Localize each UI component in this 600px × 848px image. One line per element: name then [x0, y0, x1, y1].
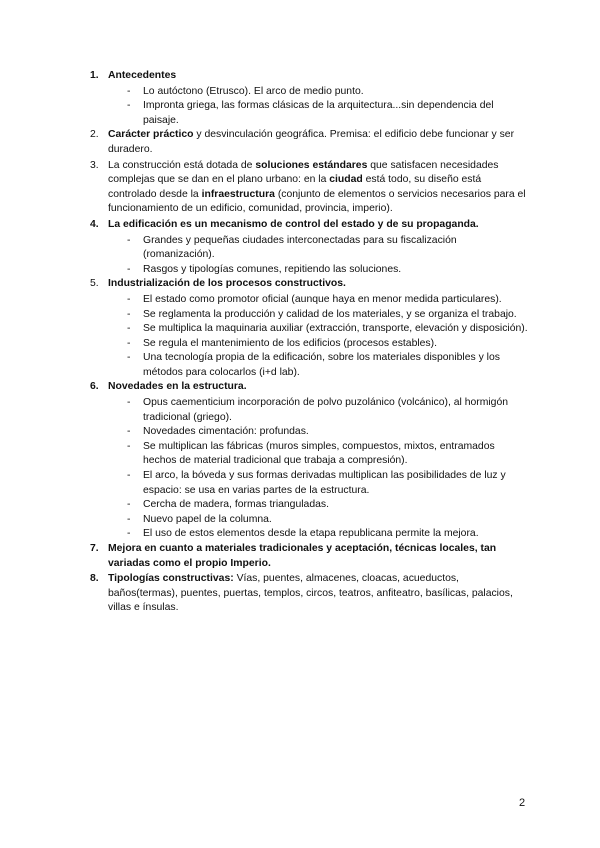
sub-list-item-text: Rasgos y tipologías comunes, repitiendo las soluciones. — [143, 263, 402, 275]
dash-bullet-icon: - — [127, 323, 131, 335]
sub-list-item-text: Opus caementicium incorporación de polvo puzolánico (volcánico), al hormigón tradicional (griego). — [143, 397, 509, 423]
sub-list-item — [90, 527, 530, 542]
sub-list-item — [90, 351, 530, 380]
sub-list-item-text: Nuevo papel de la columna. — [143, 513, 272, 525]
sub-list-item-text: Se reglamenta la producción y calidad de los materiales, y se organiza el trabajo. — [143, 308, 517, 320]
sub-list-item — [90, 293, 530, 308]
page-number: 2 — [519, 797, 526, 809]
list-item — [90, 380, 530, 395]
sub-list-item — [90, 498, 530, 513]
list-item-number: 7. — [90, 543, 99, 554]
dash-bullet-icon: - — [127, 293, 131, 305]
sub-list-item — [90, 513, 530, 528]
list-item-text: y desvinculación geográfica. Premisa: el edificio debe funcionar y ser duradero. — [108, 129, 515, 155]
dash-bullet-icon: - — [127, 100, 131, 112]
list-item-text: ciudad — [329, 174, 363, 186]
list-item — [90, 159, 530, 217]
dash-bullet-icon: - — [127, 308, 131, 320]
list-item-number: 4. — [90, 218, 99, 230]
list-item-text: soluciones estándares — [255, 159, 368, 171]
sub-list-item — [90, 469, 530, 498]
list-item-text: La construcción está dotada de — [108, 159, 256, 171]
list-item-text: (conjunto de elementos o servicios necesarios para el funcionamiento de un edificio, comunidad, provincia, imperio). — [108, 188, 526, 215]
sub-list-item — [90, 263, 530, 278]
sub-list-item-text: Lo autóctono (Etrusco). El arco de medio punto. — [143, 85, 364, 97]
list-item-number: 5. — [90, 278, 99, 290]
list-item — [90, 542, 530, 571]
list-item — [90, 218, 530, 233]
sub-list-item — [90, 234, 530, 263]
sub-list-item-text: El estado como promotor oficial (aunque haya en menor medida particulares). — [143, 293, 502, 305]
list-item-text: Vías, puentes, almacenes, cloacas, acueductos, baños(termas), puentes, puertas, templos, circos, teatros, anfiteatro, basílicas, palacios, villas e ínsulas. — [108, 573, 513, 614]
list-item-text: Mejora en cuanto a materiales tradicionales y aceptación, técnicas locales, tan variadas como el propio Imperio. — [108, 543, 497, 569]
outline-list — [90, 69, 530, 617]
dash-bullet-icon: - — [127, 85, 131, 97]
list-item-text: infraestructura — [201, 188, 275, 200]
dash-bullet-icon: - — [127, 426, 131, 438]
list-item-text: Industrialización de los procesos constructivos. — [108, 278, 346, 290]
sub-list-item — [90, 425, 530, 440]
dash-bullet-icon: - — [127, 528, 131, 540]
list-item-text: Novedades en la estructura. — [108, 381, 247, 393]
list-item — [90, 572, 530, 616]
dash-bullet-icon: - — [127, 263, 131, 275]
sub-list-item — [90, 308, 530, 323]
sub-list-item — [90, 322, 530, 337]
list-item-number: 1. — [90, 70, 99, 81]
sub-list-item-text: Impronta griega, las formas clásicas de la arquitectura...sin dependencia del paisaje. — [143, 100, 494, 126]
sub-list-item-text: El uso de estos elementos desde la etapa republicana permite la mejora. — [143, 528, 479, 540]
list-item-number: 2. — [90, 129, 99, 141]
sub-list-item-text: Se regula el mantenimiento de los edificios (procesos estables). — [143, 337, 437, 349]
dash-bullet-icon: - — [127, 234, 131, 246]
sub-list-item — [90, 99, 530, 128]
sub-list-item — [90, 396, 530, 425]
list-item-text: Antecedentes — [108, 70, 177, 81]
sub-list-item-text: Grandes y pequeñas ciudades interconectadas para su fiscalización (romanización). — [143, 234, 457, 261]
sub-list-item-text: Una tecnología propia de la edificación, sobre los materiales disponibles y los métodos para colocarlos (i+d lab). — [143, 352, 500, 378]
list-item — [90, 128, 530, 157]
list-item-text: está todo, su diseño está controlado desde la — [108, 174, 482, 200]
list-item-number: 6. — [90, 381, 99, 393]
list-item-number: 8. — [90, 573, 99, 585]
sub-list-item — [90, 337, 530, 352]
list-item-number: 3. — [90, 159, 99, 171]
sub-list-item-text: Novedades cimentación: profundas. — [143, 426, 309, 438]
list-item-text: Tipologías constructivas: — [108, 573, 234, 585]
list-item-text: Carácter práctico — [108, 129, 194, 141]
dash-bullet-icon: - — [127, 513, 131, 525]
list-item — [90, 69, 530, 84]
list-item — [90, 277, 530, 292]
dash-bullet-icon: - — [127, 337, 131, 349]
sub-list-item — [90, 440, 530, 469]
list-item-text: La edificación es un mecanismo de control del estado y de su propaganda. — [108, 218, 479, 230]
dash-bullet-icon: - — [127, 499, 131, 511]
sub-list-item-text: Cercha de madera, formas trianguladas. — [143, 499, 329, 511]
sub-list-item — [90, 85, 530, 100]
dash-bullet-icon: - — [127, 352, 131, 364]
dash-bullet-icon: - — [127, 440, 131, 452]
dash-bullet-icon: - — [127, 470, 131, 482]
sub-list-item-text: El arco, la bóveda y sus formas derivadas multiplican las posibilidades de luz y espacio: se usa en varias partes de la estructura. — [143, 470, 506, 496]
list-item-text: que satisfacen necesidades complejas que se dan en el plano urbano: en la — [108, 159, 499, 186]
dash-bullet-icon: - — [127, 397, 131, 409]
sub-list-item-text: Se multiplica la maquinaria auxiliar (extracción, transporte, elevación y disposición). — [143, 323, 528, 335]
sub-list-item-text: Se multiplican las fábricas (muros simples, compuestos, mixtos, entramados hechos de material tradicional que trabaja a compresión). — [143, 440, 495, 467]
